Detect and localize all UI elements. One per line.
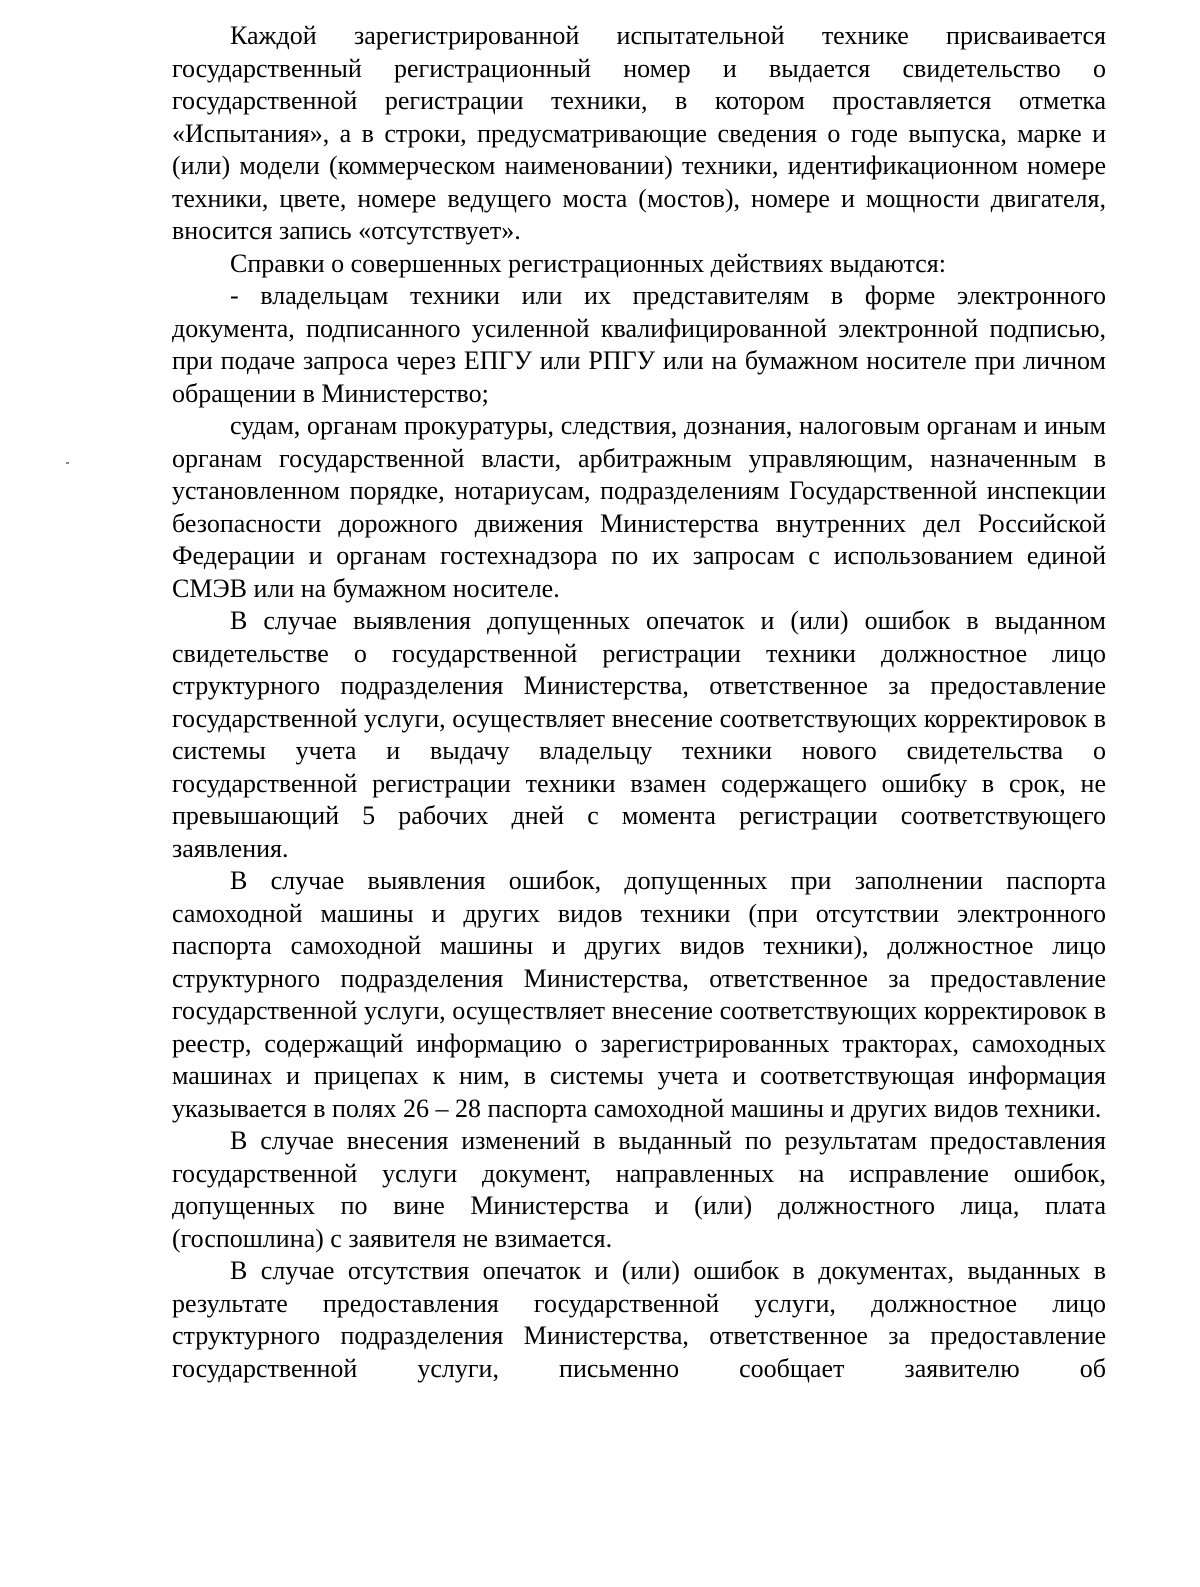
paragraph-certificate-errors: В случае выявления допущенных опечаток и (или) ошибок в выданном свидетельстве о государственной регистрации техники должностное лицо структурного подразделения Министерства, ответственное за предоставление государственной услуги, осуществляет внесение соответствующих корректировок в системы учета и выдачу владельцу техники нового свидетельства о государственной регистрации техники взамен содержащего ошибку в срок, не превышающий 5 рабочих дней с момента регистрации соответствующего заявления. xyxy=(172,606,1106,863)
paragraph-authorities: судам, органам прокуратуры, следствия, дознания, налоговым органам и иным органам государственной власти, арбитражным управляющим, назначенным в установленном порядке, нотариусам, подразделениям Государственной инспекции безопасности дорожного движения Министерства внутренних дел Российской Федерации и органам гостехнадзора по их запросам с использованием единой СМЭВ или на бумажном носителе. xyxy=(172,411,1106,603)
paragraph-fee-exemption: В случае внесения изменений в выданный по результатам предоставления государственной услуги документ, направленных на исправление ошибок, допущенных по вине Министерства и (или) должностного лица, плата (госпошлина) с заявителя не взимается. xyxy=(172,1126,1106,1253)
paragraph-no-errors: В случае отсутствия опечаток и (или) ошибок в документах, выданных в результате предоставления государственной услуги, должностное лицо структурного подразделения Министерства, ответственное за предоставление государственной услуги, письменно сообщает заявителю об xyxy=(172,1256,1106,1383)
scan-speck xyxy=(66,462,69,464)
paragraph-owners: - владельцам техники или их представителям в форме электронного документа, подписанного усиленной квалифицированной электронной подписью, при подаче запроса через ЕПГУ или РПГУ или на бумажном носителе при личном обращении в Министерство; xyxy=(172,281,1106,408)
paragraph-passport-errors: В случае выявления ошибок, допущенных при заполнении паспорта самоходной машины и других видов техники (при отсутствии электронного паспорта самоходной машины и других видов техники), должностное лицо структурного подразделения Министерства, ответственное за предоставление государственной услуги, осуществляет внесение соответствующих корректировок в реестр, содержащий информацию о зарегистрированных тракторах, самоходных машинах и прицепах к ним, в системы учета и соответствующая информация указывается в полях 26 – 28 паспорта самоходной машины и других видов техники. xyxy=(172,866,1106,1123)
paragraph-test-registration: Каждой зарегистрированной испытательной технике присваивается государственный регистрационный номер и выдается свидетельство о государственной регистрации техники, в котором проставляется отметка «Испытания», а в строки, предусматривающие сведения о годе выпуска, марке и (или) модели (коммерческом наименовании) техники, идентификационном номере техники, цвете, номере ведущего моста (мостов), номере и мощности двигателя, вносится запись «отсутствует». xyxy=(172,21,1106,245)
document-body xyxy=(172,20,1106,1385)
paragraph-certificates-intro: Справки о совершенных регистрационных действиях выдаются: xyxy=(230,248,946,278)
